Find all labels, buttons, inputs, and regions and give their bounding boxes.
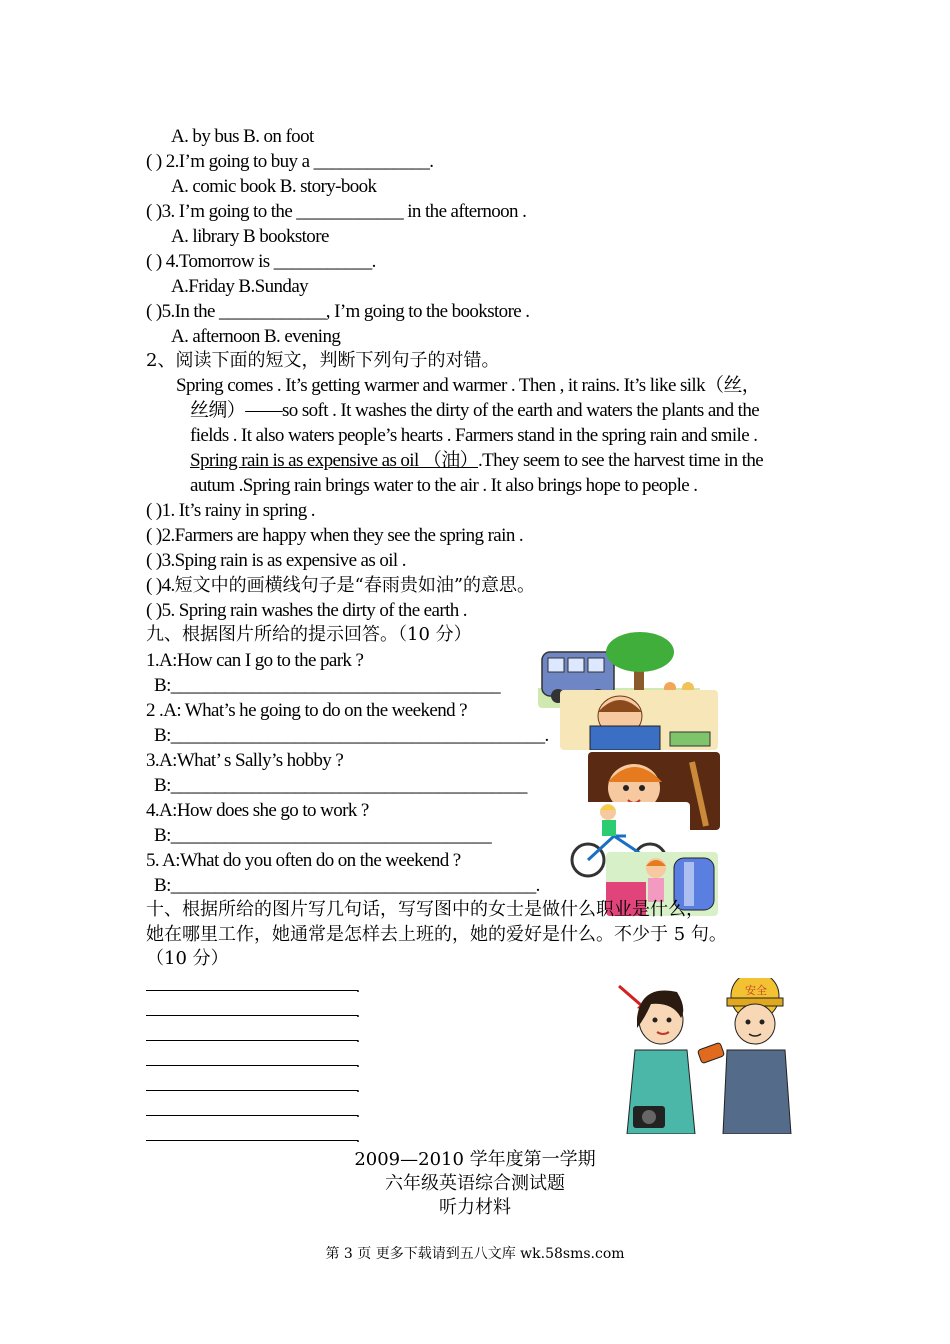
q5-options: A. afternoon B. evening xyxy=(171,326,341,347)
q2-options: A. comic book B. story-book xyxy=(171,176,377,197)
underlined-sentence: Spring rain is as expensive as oil （油） xyxy=(190,450,479,471)
writing-line[interactable] xyxy=(146,1090,358,1091)
reading-statement-5: ( )5. Spring rain washes the dirty of the earth . xyxy=(146,600,467,621)
picture-answer-1: B:_____________________________________ xyxy=(154,675,501,696)
reading-statement-1: ( )1. It’s rainy in spring . xyxy=(146,500,315,521)
q4-options: A.Friday B.Sunday xyxy=(171,276,309,297)
picture-question-4: 4.A:How does she go to work ? xyxy=(146,800,369,821)
picture-answer-3: B:________________________________________ xyxy=(154,775,527,796)
picture-question-2: 2 .A: What’s he going to do on the weekend ? xyxy=(146,700,467,721)
reading-statement-4-cn: 短文中的画横线句子是“春雨贵如油”的意思。 xyxy=(174,575,536,596)
writing-line[interactable] xyxy=(146,1015,358,1016)
writing-line[interactable] xyxy=(146,1140,358,1141)
picture-answer-5: B:_________________________________________. xyxy=(154,875,540,896)
writing-line-dot: . xyxy=(356,1054,360,1071)
q5-question: ( )5.In the ____________, I’m going to the bookstore . xyxy=(146,301,530,322)
q3-question: ( )3. I’m going to the ____________ in the afternoon . xyxy=(146,201,527,222)
picture-question-5: 5. A:What do you often do on the weekend ? xyxy=(146,850,461,871)
writing-line-dot: . xyxy=(356,1104,360,1121)
section10-line-3: （10 分） xyxy=(146,948,229,969)
writing-line[interactable] xyxy=(146,990,358,991)
helmet-safety-text: 安全 xyxy=(745,984,767,997)
section10-line-1: 十、根据所给的图片写几句话，写写图中的女士是做什么职业是什么， xyxy=(146,899,704,920)
reading-statement-2: ( )2.Farmers are happy when they see the spring rain . xyxy=(146,525,524,546)
reading-passage-line-5: autum .Spring rain brings water to the air . It also brings hope to people . xyxy=(190,475,698,496)
listening-title-grade: 六年级英语综合测试题 xyxy=(385,1173,565,1194)
q1-options: A. by bus B. on foot xyxy=(171,126,314,147)
q2-question: ( ) 2.I’m going to buy a _____________. xyxy=(146,151,434,172)
q3-options: A. library B bookstore xyxy=(171,226,329,247)
picture-answer-2: B:__________________________________________. xyxy=(154,725,549,746)
writing-line-dot: . xyxy=(356,1004,360,1021)
reading-heading: 2、阅读下面的短文，判断下列句子的对错。 xyxy=(146,350,500,371)
reading-passage-line-3: fields . It also waters people’s hearts . Farmers stand in the spring rain and smile . xyxy=(190,425,758,446)
reading-statement-4: ( )4.短文中的画横线句子是“春雨贵如油”的意思。 xyxy=(146,575,536,596)
writing-line[interactable] xyxy=(146,1065,358,1066)
page-footer: 第 3 页 更多下载请到五八文库 wk.58sms.com xyxy=(325,1246,625,1262)
writing-line-dot: . xyxy=(356,979,360,996)
reading-boy-picture xyxy=(560,690,718,750)
writing-line-dot: . xyxy=(356,1079,360,1096)
writing-line-dot: . xyxy=(356,1029,360,1046)
reading-passage-line-2: 丝绸）——so soft . It washes the dirty of the earth and waters the plants and the xyxy=(190,400,760,421)
q4-question: ( ) 4.Tomorrow is ___________. xyxy=(146,251,376,272)
writing-line[interactable] xyxy=(146,1040,358,1041)
listening-title-material: 听力材料 xyxy=(439,1197,511,1218)
writing-line[interactable] xyxy=(146,1115,358,1116)
section9-heading: 九、根据图片所给的提示回答。（10 分） xyxy=(146,624,472,645)
reading-passage-line-4-rest: .They seem to see the harvest time in the xyxy=(478,450,764,471)
reading-passage-line-4 xyxy=(190,449,763,473)
reporter-interview-picture xyxy=(615,978,795,1134)
reading-statement-3: ( )3.Sping rain is as expensive as oil . xyxy=(146,550,406,571)
reading-passage-line-1: Spring comes . It’s getting warmer and warmer . Then , it rains. It’s like silk（丝， xyxy=(176,375,761,396)
listening-title-year: 2009—2010 学年度第一学期 xyxy=(354,1149,596,1170)
picture-question-3: 3.A:What’ s Sally’s hobby ? xyxy=(146,750,344,771)
picture-question-1: 1.A:How can I go to the park ? xyxy=(146,650,364,671)
picture-answer-4: B:____________________________________ xyxy=(154,825,492,846)
section10-line-2: 她在哪里工作，她通常是怎样去上班的，她的爱好是什么。不少于 5 句。 xyxy=(146,924,727,945)
writing-line-dot: . xyxy=(356,1129,360,1146)
